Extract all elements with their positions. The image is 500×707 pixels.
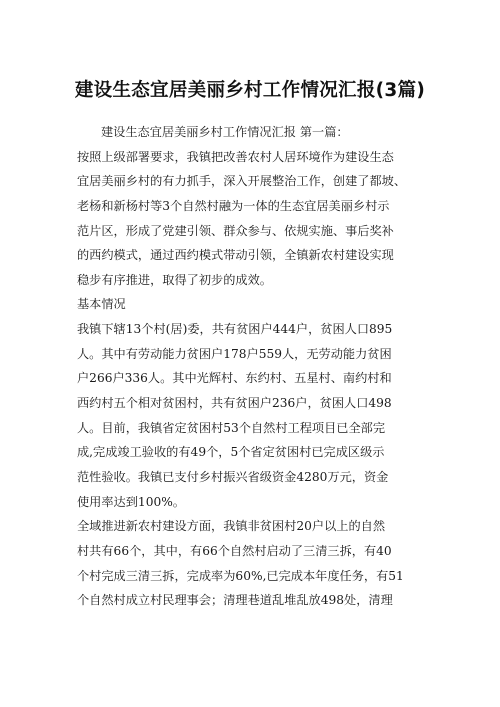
text-line: 村共有66个，其中，有66个自然村启动了三清三拆，有40 bbox=[77, 543, 392, 558]
text-line: 个自然村成立村民理事会；清理巷道乱堆乱放498处，清理 bbox=[77, 593, 393, 608]
text-line: 户266户336人。其中光辉村、东约村、五星村、南约村和 bbox=[77, 371, 392, 386]
text-line: 使用率达到100%。 bbox=[77, 494, 185, 509]
section-heading: 建设生态宜居美丽乡村工作情况汇报 第一篇： bbox=[101, 125, 349, 139]
text-line: 个村完成三清三拆，完成率为60%,已完成本年度任务，有51 bbox=[77, 568, 404, 583]
text-line: 成,完成竣工验收的有49个，5个省定贫困村已完成区级示 bbox=[77, 445, 385, 460]
text-line: 西约村五个相对贫困村，共有贫困户236户，贫困人口498 bbox=[77, 396, 392, 411]
text-line: 老杨和新杨村等3个自然村融为一体的生态宜居美丽乡村示 bbox=[77, 198, 390, 213]
text-line: 范片区，形成了党建引领、群众参与、依规实施、事后奖补 bbox=[77, 223, 394, 238]
text-line: 按照上级部署要求，我镇把改善农村人居环境作为建设生态 bbox=[77, 149, 394, 164]
document-body bbox=[77, 120, 427, 613]
subheading: 基本情况 bbox=[77, 297, 126, 312]
text-line: 的西约模式，通过西约模式带动引领，全镇新农村建设实现 bbox=[77, 248, 394, 263]
text-line: 稳步有序推进，取得了初步的成效。 bbox=[77, 272, 272, 287]
text-line: 人。其中有劳动能力贫困户178户559人，无劳动能力贫困 bbox=[77, 346, 392, 361]
text-line: 宜居美丽乡村的有力抓手，深入开展整治工作，创建了都坡、 bbox=[77, 174, 407, 189]
text-line: 人。目前，我镇省定贫困村53个自然村工程项目已全部完 bbox=[77, 420, 386, 435]
text-line: 我镇下辖13个村(居)委，共有贫困户444户，贫困人口895 bbox=[77, 322, 393, 337]
text-line: 全域推进新农村建设方面，我镇非贫困村20户以上的自然 bbox=[77, 519, 386, 534]
text-line: 范性验收。我镇已支付乡村振兴省级资金4280万元，资金 bbox=[77, 469, 389, 484]
document-title: 建设生态宜居美丽乡村工作情况汇报(3篇) bbox=[74, 80, 426, 101]
